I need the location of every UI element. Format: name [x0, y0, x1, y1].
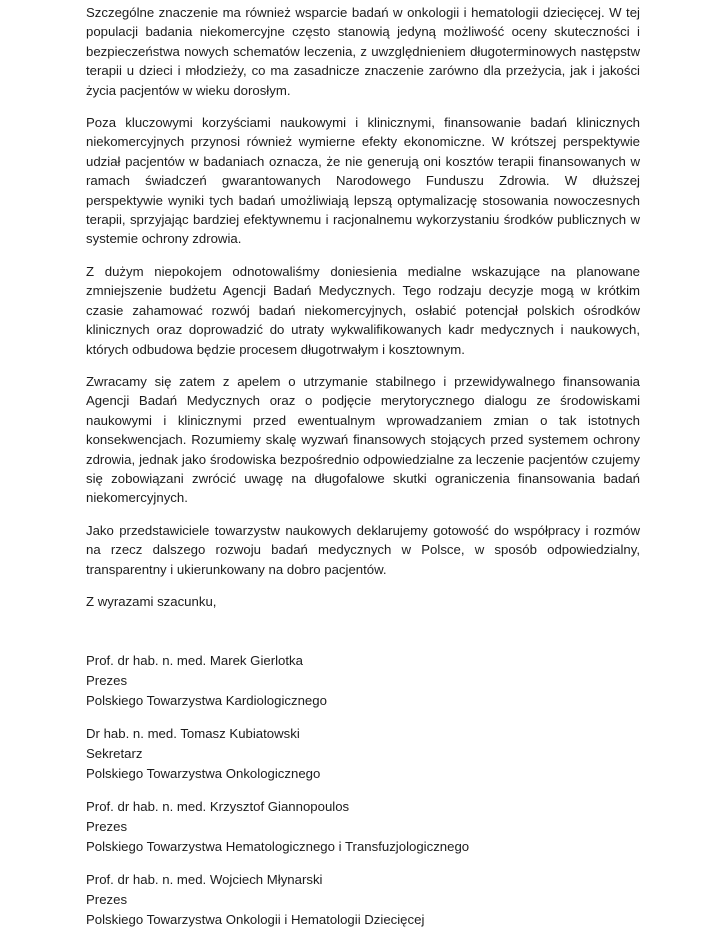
signatory-title: Sekretarz: [86, 746, 143, 762]
signatory-organization: Polskiego Towarzystwa Onkologii i Hematologii Dziecięcej: [86, 912, 425, 928]
letter-paragraph-1: Szczególne znaczenie ma również wsparcie badań w onkologii i hematologii dziecięcej. W tej populacji badania niekomercyjne często stanowią jedyną możliwość oceny skuteczności i bezpieczeństwa nowych schematów leczenia, z uwzględnieniem długoterminowych następstw terapii u dzieci i młodzieży, co ma zasadnicze znaczenie zarówno dla przeżycia, jak i jakości życia pacjentów w wieku dorosłym.: [86, 5, 640, 98]
letter-paragraph-4: Zwracamy się zatem z apelem o utrzymanie stabilnego i przewidywalnego finansowania Agencji Badań Medycznych oraz o podjęcie merytorycznego dialogu ze środowiskami naukowymi i klinicznymi przed ewentualnym wprowadzaniem zmian o tak istotnych konsekwencjach. Rozumiemy skalę wyzwań finansowych stojących przed systemem ochrony zdrowia, jednak jako środowiska bezpośrednio odpowiedzialne za leczenie pacjentów czujemy się zobowiązani zwrócić uwagę na długofalowe skutki ograniczenia finansowania badań niekomercyjnych.: [86, 373, 640, 506]
letter-closing: Z wyrazami szacunku,: [86, 593, 217, 609]
letter-paragraph-2: Poza kluczowymi korzyściami naukowymi i klinicznymi, finansowanie badań klinicznych niekomercyjnych przynosi również wymierne efekty ekonomiczne. W krótszej perspektywie udział pacjentów w badaniach oznacza, że nie generują oni kosztów terapii finansowanych w ramach świadczeń gwarantowanych Narodowego Funduszu Zdrowia. W dłuższej perspektywie wyniki tych badań umożliwiają lepszą optymalizację stosowania nowoczesnych terapii, sprzyjając bardziej efektywnemu i racjonalnemu wykorzystaniu środków publicznych w systemie ochrony zdrowia.: [86, 115, 640, 247]
signatory-name: Prof. dr hab. n. med. Krzysztof Giannopoulos: [86, 799, 350, 815]
letter-paragraph-3: Z dużym niepokojem odnotowaliśmy doniesienia medialne wskazujące na planowane zmniejszenie budżetu Agencji Badań Medycznych. Tego rodzaju decyzje mogą w krótkim czasie zahamować rozwój badań niekomercyjnych, osłabić potencjał polskich ośrodków klinicznych oraz doprowadzić do utraty wykwalifikowanych kadr medycznych i naukowych, których odbudowa będzie procesem długotrwałym i kosztownym.: [86, 263, 640, 357]
signatory-title: Prezes: [86, 819, 128, 835]
signatory-name: Prof. dr hab. n. med. Wojciech Młynarski: [86, 872, 323, 888]
signatory-title: Prezes: [86, 673, 128, 689]
signature-block-onkologii-dzieciecej: [86, 870, 640, 930]
signature-block-hematologiczne: [86, 797, 640, 857]
signatory-name: Prof. dr hab. n. med. Marek Gierlotka: [86, 653, 303, 669]
signatory-name: Dr hab. n. med. Tomasz Kubiatowski: [86, 726, 300, 742]
signatory-title: Prezes: [86, 892, 128, 908]
signature-block-kardiologiczne: [86, 651, 640, 711]
signatory-organization: Polskiego Towarzystwa Kardiologicznego: [86, 693, 327, 709]
signatory-organization: Polskiego Towarzystwa Onkologicznego: [86, 766, 321, 782]
signature-block-onkologiczne: [86, 724, 640, 784]
letter-paragraph-5: Jako przedstawiciele towarzystw naukowych deklarujemy gotowość do współpracy i rozmów na rzecz dalszego rozwoju badań medycznych w Polsce, w sposób odpowiedzialny, transparentny i ukierunkowany na dobro pacjentów.: [86, 522, 640, 577]
signatory-organization: Polskiego Towarzystwa Hematologicznego i Transfuzjologicznego: [86, 839, 470, 855]
